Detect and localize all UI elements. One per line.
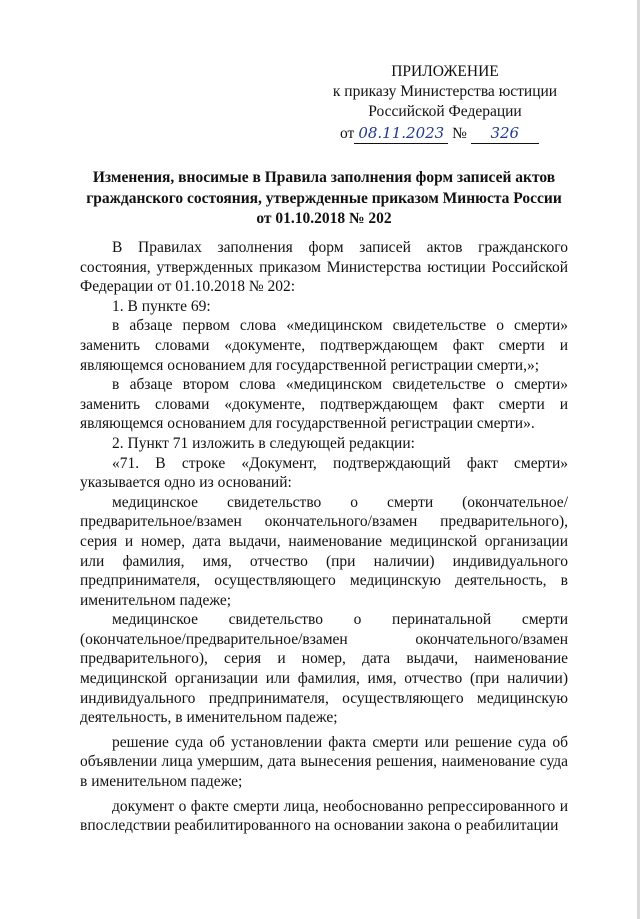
appendix-order-line: к приказу Министерства юстиции: [332, 83, 558, 100]
item-1-paragraph-a: в абзаце первом слова «медицинском свидетельстве о смерти» заменить словами «документе, подтверждающем факт смерти и являющемся основанием для государственной регистрации смерти,»;: [80, 317, 568, 374]
appendix-date-line: [330, 123, 560, 144]
basis-repression-document: документ о факте смерти лица, необоснованно репрессированного и впоследствии реабилитированного на основании закона о реабилитации: [80, 797, 568, 835]
appendix-title: ПРИЛОЖЕНИЕ: [391, 63, 499, 80]
basis-medical-certificate: медицинское свидетельство о смерти (окончательное/предварительное/взамен окончательного/взамен предварительного), серия и номер, дата выдачи, наименование медицинской организации или фамилия, имя, отчество (при наличии) индивидуального предпринимателя, осуществляющего медицинскую деятельность, в именительном падеже;: [80, 493, 568, 609]
document-body: [80, 238, 568, 836]
document-title: [80, 168, 568, 230]
intro-paragraph: В Правилах заполнения форм записей актов гражданского состояния, утвержденных приказом Министерства юстиции Российской Федерации от 01.10.2018 № 202:: [80, 239, 568, 296]
title-line-2: гражданского состояния, утвержденные приказом Минюста России: [86, 189, 562, 207]
title-line-3: от 01.10.2018 № 202: [256, 210, 392, 227]
handwritten-number: 326: [471, 123, 539, 144]
item-1-paragraph-b: в абзаце втором слова «медицинском свидетельстве о смерти» заменить словами «документе, подтверждающем факт смерти и являющемся основанием для государственной регистрации смерти».: [80, 376, 568, 433]
date-prefix: от: [340, 125, 355, 142]
item-2: 2. Пункт 71 изложить в следующей редакции:: [112, 434, 415, 452]
appendix-header: [330, 62, 560, 144]
handwritten-date: 08.11.2023: [354, 123, 448, 144]
appendix-federation-line: Российской Федерации: [368, 103, 522, 120]
number-prefix: №: [452, 125, 467, 142]
title-line-1: Изменения, вносимые в Правила заполнения форм записей актов: [92, 169, 556, 186]
item-1: 1. В пункте 69:: [112, 297, 211, 315]
basis-court-decision: решение суда об установлении факта смерти или решение суда об объявлении лица умершим, дата вынесения решения, наименование суда в именительном падеже;: [80, 733, 568, 791]
basis-perinatal-certificate: медицинское свидетельство о перинатальной смерти (окончательное/предварительное/взамен окончательного/взамен предварительного), серия и номер, дата выдачи, наименование медицинской организации или фамилия, имя, отчество (при наличии) индивидуального предпринимателя, осуществляющего медицинскую деятельность, в именительном падеже;: [80, 611, 568, 727]
clause-71: «71. В строке «Документ, подтверждающий факт смерти» указывается одно из оснований:: [80, 454, 568, 492]
